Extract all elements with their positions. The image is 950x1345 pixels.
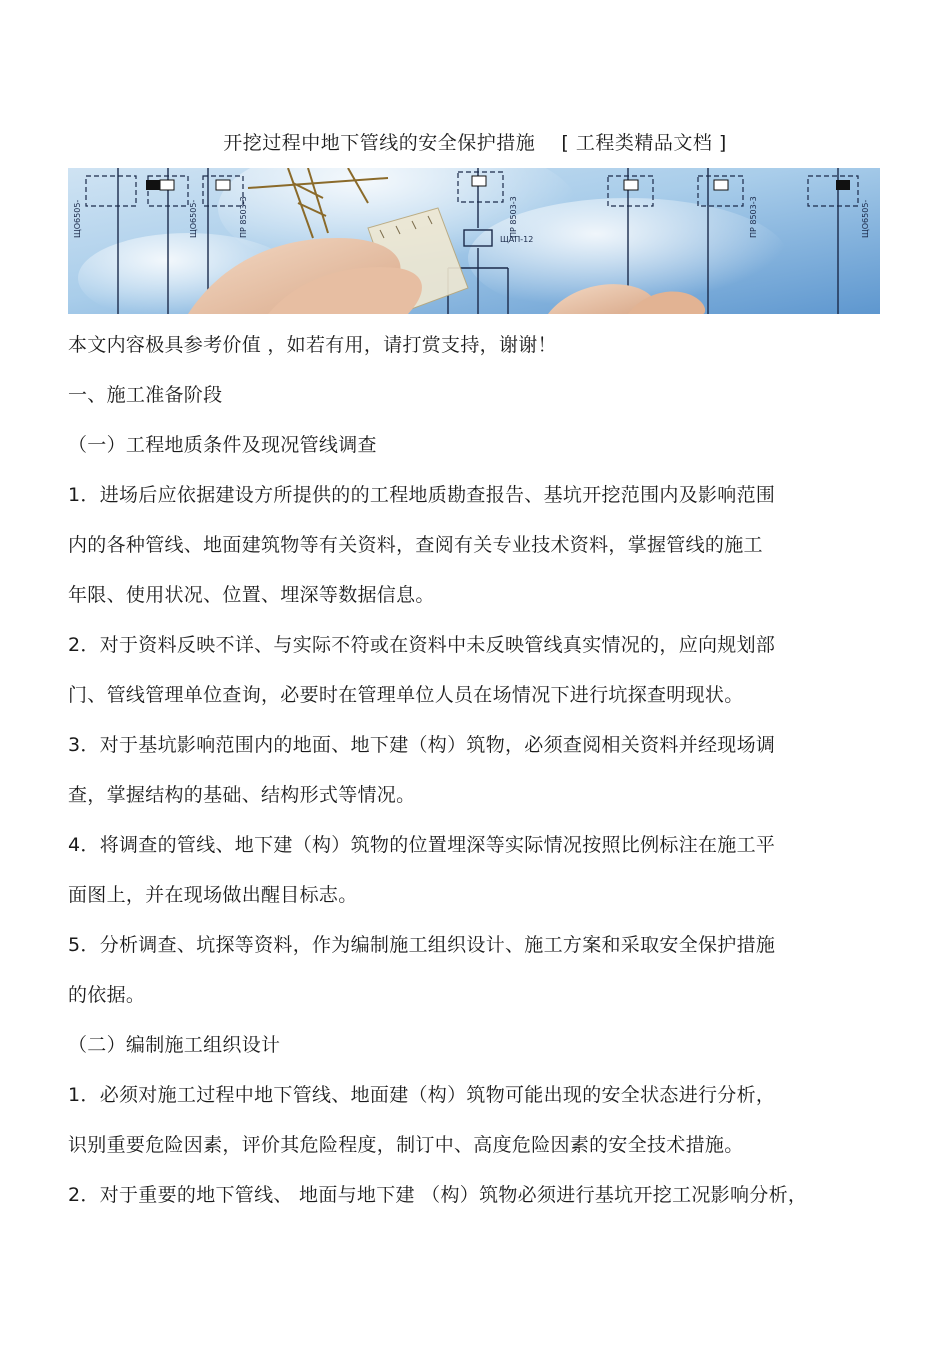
paragraph-line: 内的各种管线、地面建筑物等有关资料，查阅有关专业技术资料，掌握管线的施工 xyxy=(68,534,763,556)
banner-label-1: ЩО6505- xyxy=(73,199,82,238)
section-heading: 一、施工准备阶段 xyxy=(68,384,223,406)
paragraph-line: 识别重要危险因素，评价其危险程度，制订中、高度危险因素的安全技术措施。 xyxy=(68,1134,744,1156)
paragraph-line: 门、管线管理单位查询，必要时在管理单位人员在场情况下进行坑探查明现状。 xyxy=(68,684,744,706)
subsection-heading: （一）工程地质条件及现况管线调查 xyxy=(68,434,377,456)
paragraph-line: 的依据。 xyxy=(68,984,146,1006)
banner-label-6: ПР 8503-3 xyxy=(749,196,758,238)
banner-label-4: ЩАП-12 xyxy=(500,235,534,244)
paragraph-line: 1．必须对施工过程中地下管线、地面建（构）筑物可能出现的安全状态进行分析， xyxy=(68,1084,776,1106)
paragraph-line: 面图上，并在现场做出醒目标志。 xyxy=(68,884,358,906)
banner-label-5: ПР 8503-3 xyxy=(509,196,518,238)
paragraph-line: 3．对于基坑影响范围内的地面、地下建（构）筑物，必须查阅相关资料并经现场调 xyxy=(68,734,776,756)
paragraph-line: 年限、使用状况、位置、埋深等数据信息。 xyxy=(68,584,435,606)
banner-label-2: ЩО6505- xyxy=(189,199,198,238)
banner-image xyxy=(68,168,880,314)
paragraph-line: 1．进场后应依据建设方所提供的的工程地质勘查报告、基坑开挖范围内及影响范围 xyxy=(68,484,776,506)
page-title xyxy=(0,128,950,155)
paragraph-line: 查，掌握结构的基础、结构形式等情况。 xyxy=(68,784,416,806)
paragraph-line: 2．对于重要的地下管线、 地面与地下建 （构）筑物必须进行基坑开挖工况影响分析， xyxy=(68,1184,808,1206)
banner-label-3: ПР 8503-3 xyxy=(239,196,248,238)
subsection-heading: （二）编制施工组织设计 xyxy=(68,1034,281,1056)
intro-text: 本文内容极具参考价值 ，如若有用，请打赏支持，谢谢！ xyxy=(68,334,557,356)
paragraph-line: 2．对于资料反映不详、与实际不符或在资料中未反映管线真实情况的，应向规划部 xyxy=(68,634,776,656)
banner-label-7: ЩО6505- xyxy=(861,199,870,238)
title-main: 开挖过程中地下管线的安全保护措施 xyxy=(223,132,536,154)
paragraph-line: 5．分析调查、坑探等资料，作为编制施工组织设计、施工方案和采取安全保护措施 xyxy=(68,934,776,956)
title-tag: [ 工程类精品文档 ] xyxy=(561,132,727,154)
paragraph-line: 4．将调查的管线、地下建（构）筑物的位置埋深等实际情况按照比例标注在施工平 xyxy=(68,834,776,856)
